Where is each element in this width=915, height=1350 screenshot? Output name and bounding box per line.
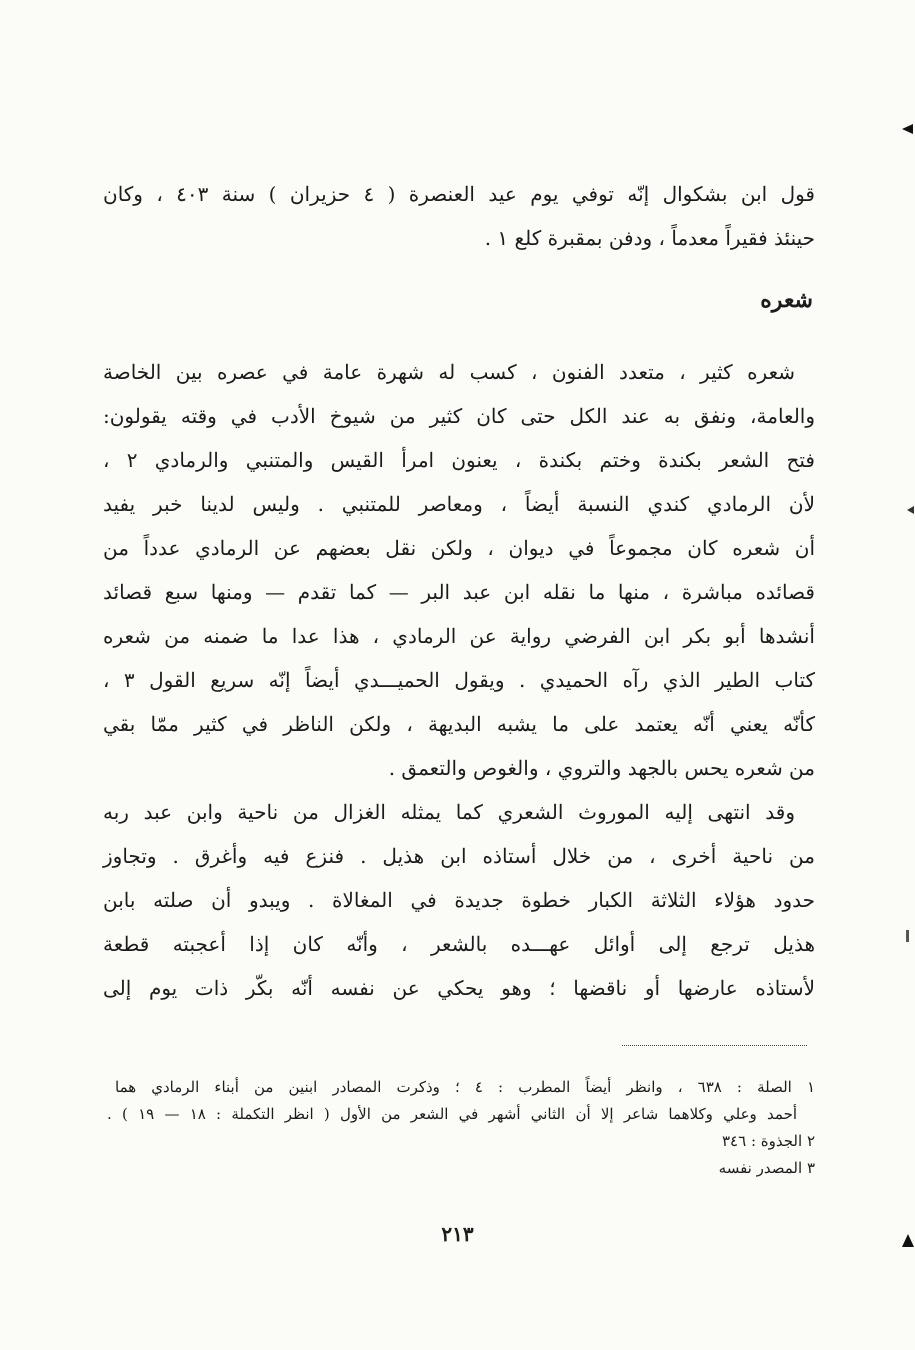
body-line: والعامة، ونفق به عند الكل حتى كان كثير من شيوخ الأدب في وقته يقولون: — [103, 404, 815, 428]
margin-mark-icon — [907, 506, 914, 514]
footnote-line: ١ الصلة : ٦٣٨ ، وانظر أيضاً المطرب : ٤ ؛ وذكرت المصادر ابنين من أبناء الرمادي هما — [115, 1078, 815, 1096]
body-line: لأن الرمادي كندي النسبة أيضاً ، ومعاصر للمتنبي . وليس لدينا خبر يفيد — [103, 492, 815, 516]
body-line: فتح الشعر بكندة وختم بكندة ، يعنون امرأ القيس والمتنبي والرمادي ٢ ، — [103, 448, 815, 472]
footnote-separator — [622, 1045, 807, 1046]
body-line: قصائده مباشرة ، منها ما نقله ابن عبد البر — كما تقدم — ومنها سبع قصائد — [103, 580, 815, 604]
body-line: أنشدها أبو بكر ابن الفرضي رواية عن الرمادي ، هذا عدا ما ضمنه من شعره — [103, 624, 815, 648]
margin-mark-icon — [906, 930, 909, 942]
body-line: أن شعره كان مجموعاً في ديوان ، ولكن نقل بعضهم عن الرمادي عدداً من — [103, 536, 815, 560]
body-line: كتاب الطير الذي رآه الحميدي . ويقول الحميـــدي أيضاً إنّه سريع القول ٣ ، — [103, 668, 816, 692]
footnote-line: ٢ الجذوة : ٣٤٦ — [722, 1132, 815, 1150]
body-line: من شعره يحس بالجهد والتروي ، والغوص والتعمق . — [388, 756, 815, 780]
body-line: لأستاذه عارضها أو ناقضها ؛ وهو يحكي عن نفسه أنّه بكّر ذات يوم إلى — [103, 976, 815, 1000]
body-line: حينئذ فقيراً معدماً ، ودفن بمقبرة كلع ١ . — [484, 226, 815, 250]
body-line: هذيل ترجع إلى أوائل عهـــده بالشعر ، وأنّه كان إذا أعجبته قطعة — [103, 932, 815, 956]
page-number: ٢١٣ — [441, 1222, 474, 1246]
body-line: وقد انتهى إليه الموروث الشعري كما يمثله الغزال من ناحية وابن عبد ربه — [103, 800, 795, 824]
body-line: شعره كثير ، متعدد الفنون ، كسب له شهرة عامة في عصره بين الخاصة — [103, 360, 795, 384]
section-title: شعره — [760, 287, 813, 313]
body-line: حدود هؤلاء الثلاثة الكبار خطوة جديدة في المغالاة . ويبدو أن صلته بابن — [103, 888, 815, 912]
margin-mark-icon — [902, 124, 913, 134]
body-line: قول ابن بشكوال إنّه توفي يوم عيد العنصرة ( ٤ حزيران ) سنة ٤٠٣ ، وكان — [103, 182, 815, 206]
footnote-line: أحمد وعلي وكلاهما شاعر إلا أن الثاني أشهر في الشعر من الأول ( انظر التكملة : ١٨ — ١٩ ) . — [107, 1105, 798, 1123]
body-line: من ناحية أخرى ، من خلال أستاذه ابن هذيل . فنزع فيه وأغرق . وتجاوز — [103, 844, 815, 868]
footnote-line: ٣ المصدر نفسه — [718, 1159, 815, 1177]
body-line: كأنّه يعني أنّه يعتمد على ما يشبه البديهة ، ولكن الناظر في كثير ممّا بقي — [103, 712, 815, 736]
